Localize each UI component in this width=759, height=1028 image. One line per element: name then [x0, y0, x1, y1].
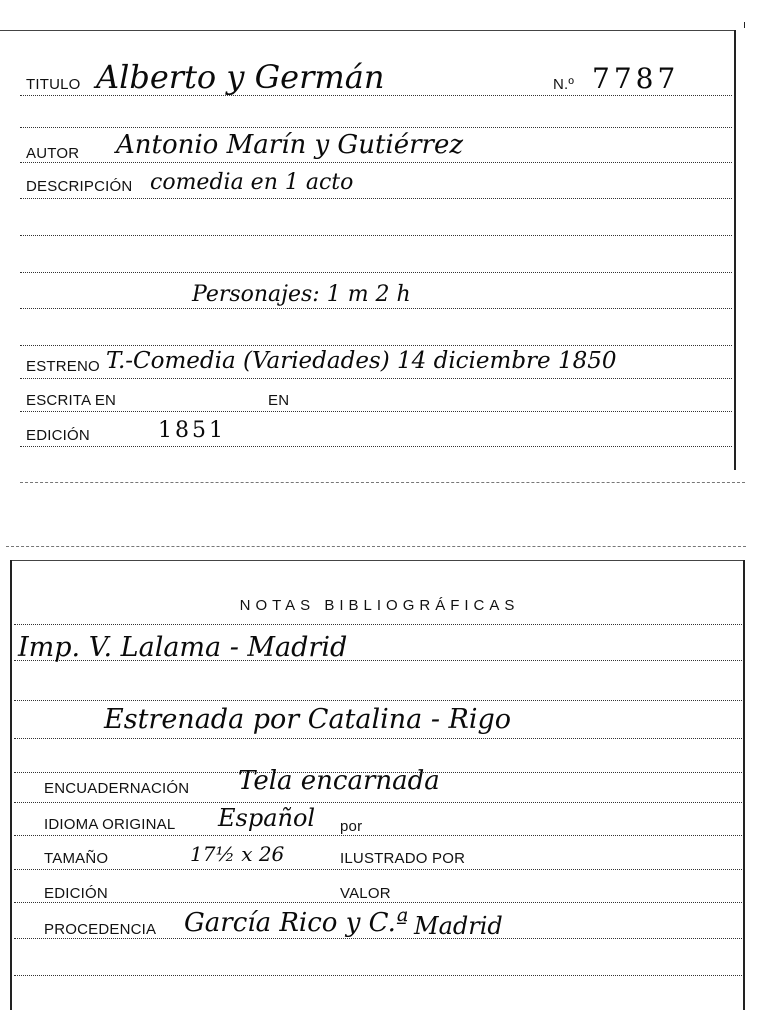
row-line	[14, 938, 742, 939]
titulo-value: Alberto y Germán	[96, 58, 385, 96]
row-line	[14, 902, 742, 903]
row-line	[20, 378, 732, 379]
escrita-label: ESCRITA EN	[26, 392, 117, 409]
row-line	[14, 738, 742, 739]
procedencia-place: Madrid	[414, 912, 503, 940]
card-top-border	[0, 30, 736, 31]
ilustrado-label: ILUSTRADO POR	[340, 850, 466, 867]
descripcion-value: comedia en 1 acto	[150, 170, 354, 195]
row-line	[20, 446, 732, 447]
row-line	[20, 411, 732, 412]
card-top-edge	[6, 546, 746, 551]
row-line	[14, 700, 742, 701]
titulo-label: TITULO	[26, 76, 81, 93]
tamano-label: TAMAÑO	[44, 850, 109, 867]
idioma-value: Español	[218, 804, 316, 832]
encuadernacion-label: ENCUADERNACIÓN	[44, 780, 190, 797]
row-line	[14, 802, 742, 803]
row-line	[14, 624, 742, 625]
encuadernacion-value: Tela encarnada	[238, 766, 440, 796]
row-line	[14, 975, 742, 976]
row-line	[14, 835, 742, 836]
edicion-label: EDICIÓN	[26, 427, 90, 444]
row-line	[20, 198, 732, 199]
row-line	[20, 235, 732, 236]
card-right-edge	[734, 30, 736, 470]
card-left-edge	[10, 560, 12, 1010]
autor-value: Antonio Marín y Gutiérrez	[116, 130, 464, 160]
card-bottom-edge	[20, 482, 745, 487]
row-line	[14, 869, 742, 870]
catalog-card-top	[0, 0, 759, 500]
numero-label: N.º	[553, 76, 575, 93]
row-line	[20, 308, 732, 309]
procedencia-label: PROCEDENCIA	[44, 921, 157, 938]
descripcion-label: DESCRIPCIÓN	[26, 178, 133, 195]
row-line	[20, 272, 732, 273]
row-line	[20, 127, 732, 128]
tamano-value: 17½ x 26	[190, 842, 285, 866]
corner-mark	[744, 22, 745, 28]
edicion-label-2: EDICIÓN	[44, 885, 108, 902]
numero-value: 7787	[592, 62, 680, 95]
note-line-2: Estrenada por Catalina - Rigo	[104, 704, 512, 735]
por-label: por	[340, 818, 363, 835]
idioma-label: IDIOMA ORIGINAL	[44, 816, 176, 833]
en-label: EN	[268, 392, 290, 409]
catalog-card-bottom	[0, 540, 759, 1028]
note-line-1: Imp. V. Lalama - Madrid	[18, 632, 348, 663]
row-line	[20, 162, 732, 163]
procedencia-value: García Rico y C.ª	[184, 908, 409, 938]
valor-label: VALOR	[340, 885, 391, 902]
autor-label: AUTOR	[26, 145, 80, 162]
row-line	[20, 345, 732, 346]
estreno-label: ESTRENO	[26, 358, 100, 375]
card-right-edge	[743, 560, 745, 1010]
notes-heading: NOTAS BIBLIOGRÁFICAS	[239, 597, 520, 614]
card-top-border	[10, 560, 744, 561]
personajes-value: Personajes: 1 m 2 h	[192, 282, 411, 307]
edicion-value: 1851	[158, 418, 226, 443]
estreno-value: T.-Comedia (Variedades) 14 diciembre 1850	[106, 348, 617, 374]
